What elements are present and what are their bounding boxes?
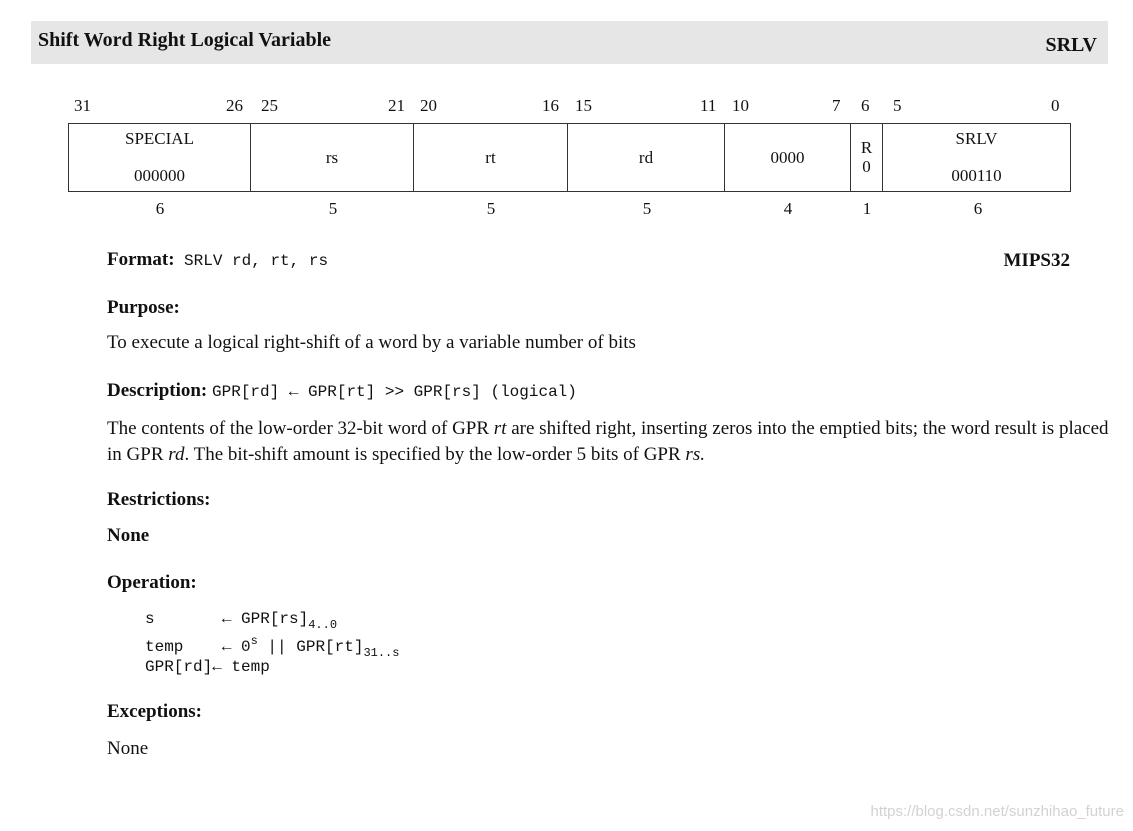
bit-number: 20: [420, 96, 437, 115]
description-rd: rd: [168, 444, 185, 465]
field-width: 6: [155, 199, 165, 218]
bit-number: 5: [893, 96, 902, 115]
description-rt: rt: [493, 418, 507, 439]
instruction-encoding-table: [68, 123, 1071, 192]
instruction-title: Shift Word Right Logical Variable: [38, 29, 332, 51]
field-width: 1: [862, 199, 872, 218]
bit-number: 16: [542, 96, 559, 115]
bit-number: 7: [832, 96, 841, 115]
operation-code: || GPR[rt]: [257, 638, 364, 656]
operation-subscript: 31..s: [363, 646, 400, 660]
field-zeros-label: 0000: [770, 148, 805, 167]
format-syntax: SRLV rd, rt, rs: [184, 252, 329, 270]
description-rs: rs.: [685, 444, 705, 465]
field-r0: [851, 124, 883, 191]
bit-position-row: [0, 96, 1133, 118]
field-special: [69, 124, 251, 191]
description-text: [107, 416, 1117, 468]
format-line: [107, 249, 328, 271]
bit-number: 6: [861, 96, 870, 115]
description-label: Description:: [107, 380, 208, 401]
field-rs-label: rs: [325, 148, 339, 167]
field-rt: [414, 124, 568, 191]
bit-number: 0: [1051, 96, 1060, 115]
field-width: 5: [486, 199, 496, 218]
exceptions-text: None: [107, 738, 149, 759]
bit-number: 31: [74, 96, 91, 115]
field-rd-label: rd: [638, 148, 654, 167]
restrictions-label: Restrictions:: [107, 489, 211, 510]
operation-subscript: 4..0: [308, 618, 338, 632]
architecture-label: MIPS32: [1003, 250, 1070, 271]
operation-line: [145, 634, 399, 660]
field-funct-bits: 000110: [951, 166, 1002, 185]
field-funct-name: SRLV: [955, 129, 998, 148]
description-formula: GPR[rd] ← GPR[rt] >> GPR[rs] (logical): [212, 383, 577, 401]
operation-line: [145, 610, 337, 632]
field-width: 5: [328, 199, 338, 218]
purpose-text: To execute a logical right-shift of a word by a variable number of bits: [107, 332, 636, 353]
operation-code: temp ← 0: [145, 638, 251, 656]
field-width: 5: [642, 199, 652, 218]
bit-number: 15: [575, 96, 592, 115]
watermark-url: https://blog.csdn.net/sunzhihao_future: [870, 803, 1124, 820]
purpose-label: Purpose:: [107, 297, 180, 318]
operation-label: Operation:: [107, 572, 197, 593]
instruction-header: [31, 21, 1108, 64]
description-part: The contents of the low-order 32-bit word of GPR: [107, 418, 494, 439]
restrictions-text: None: [107, 525, 150, 546]
operation-line: [145, 658, 270, 676]
field-width-row: [0, 199, 1133, 221]
operation-code: s ← GPR[rs]: [145, 610, 309, 628]
field-r0-bottom: 0: [862, 157, 871, 176]
format-label: Format:: [107, 249, 175, 270]
field-width: 4: [783, 199, 793, 218]
exceptions-label: Exceptions:: [107, 701, 202, 722]
field-rd: [568, 124, 725, 191]
field-special-bits: 000000: [134, 166, 185, 185]
field-zeros: [725, 124, 851, 191]
description-line: [107, 380, 577, 402]
bit-number: 10: [732, 96, 749, 115]
field-rs: [251, 124, 414, 191]
instruction-mnemonic: SRLV: [1045, 34, 1097, 56]
operation-code: GPR[rd]← temp: [145, 658, 270, 676]
description-part: are shifted right, inserting zeros into the emptied bits; the word result is placed in GPR: [107, 418, 1109, 465]
description-part: . The bit-shift amount is specified by the low-order 5 bits of GPR: [184, 444, 686, 465]
field-width: 6: [973, 199, 983, 218]
bit-number: 11: [700, 96, 717, 115]
bit-number: 26: [226, 96, 243, 115]
operation-superscript: s: [250, 634, 258, 648]
bit-number: 21: [388, 96, 405, 115]
field-funct: [883, 124, 1070, 191]
field-special-name: SPECIAL: [125, 129, 194, 148]
field-r0-top: R: [860, 138, 873, 157]
field-rt-label: rt: [485, 148, 496, 167]
bit-number: 25: [261, 96, 278, 115]
